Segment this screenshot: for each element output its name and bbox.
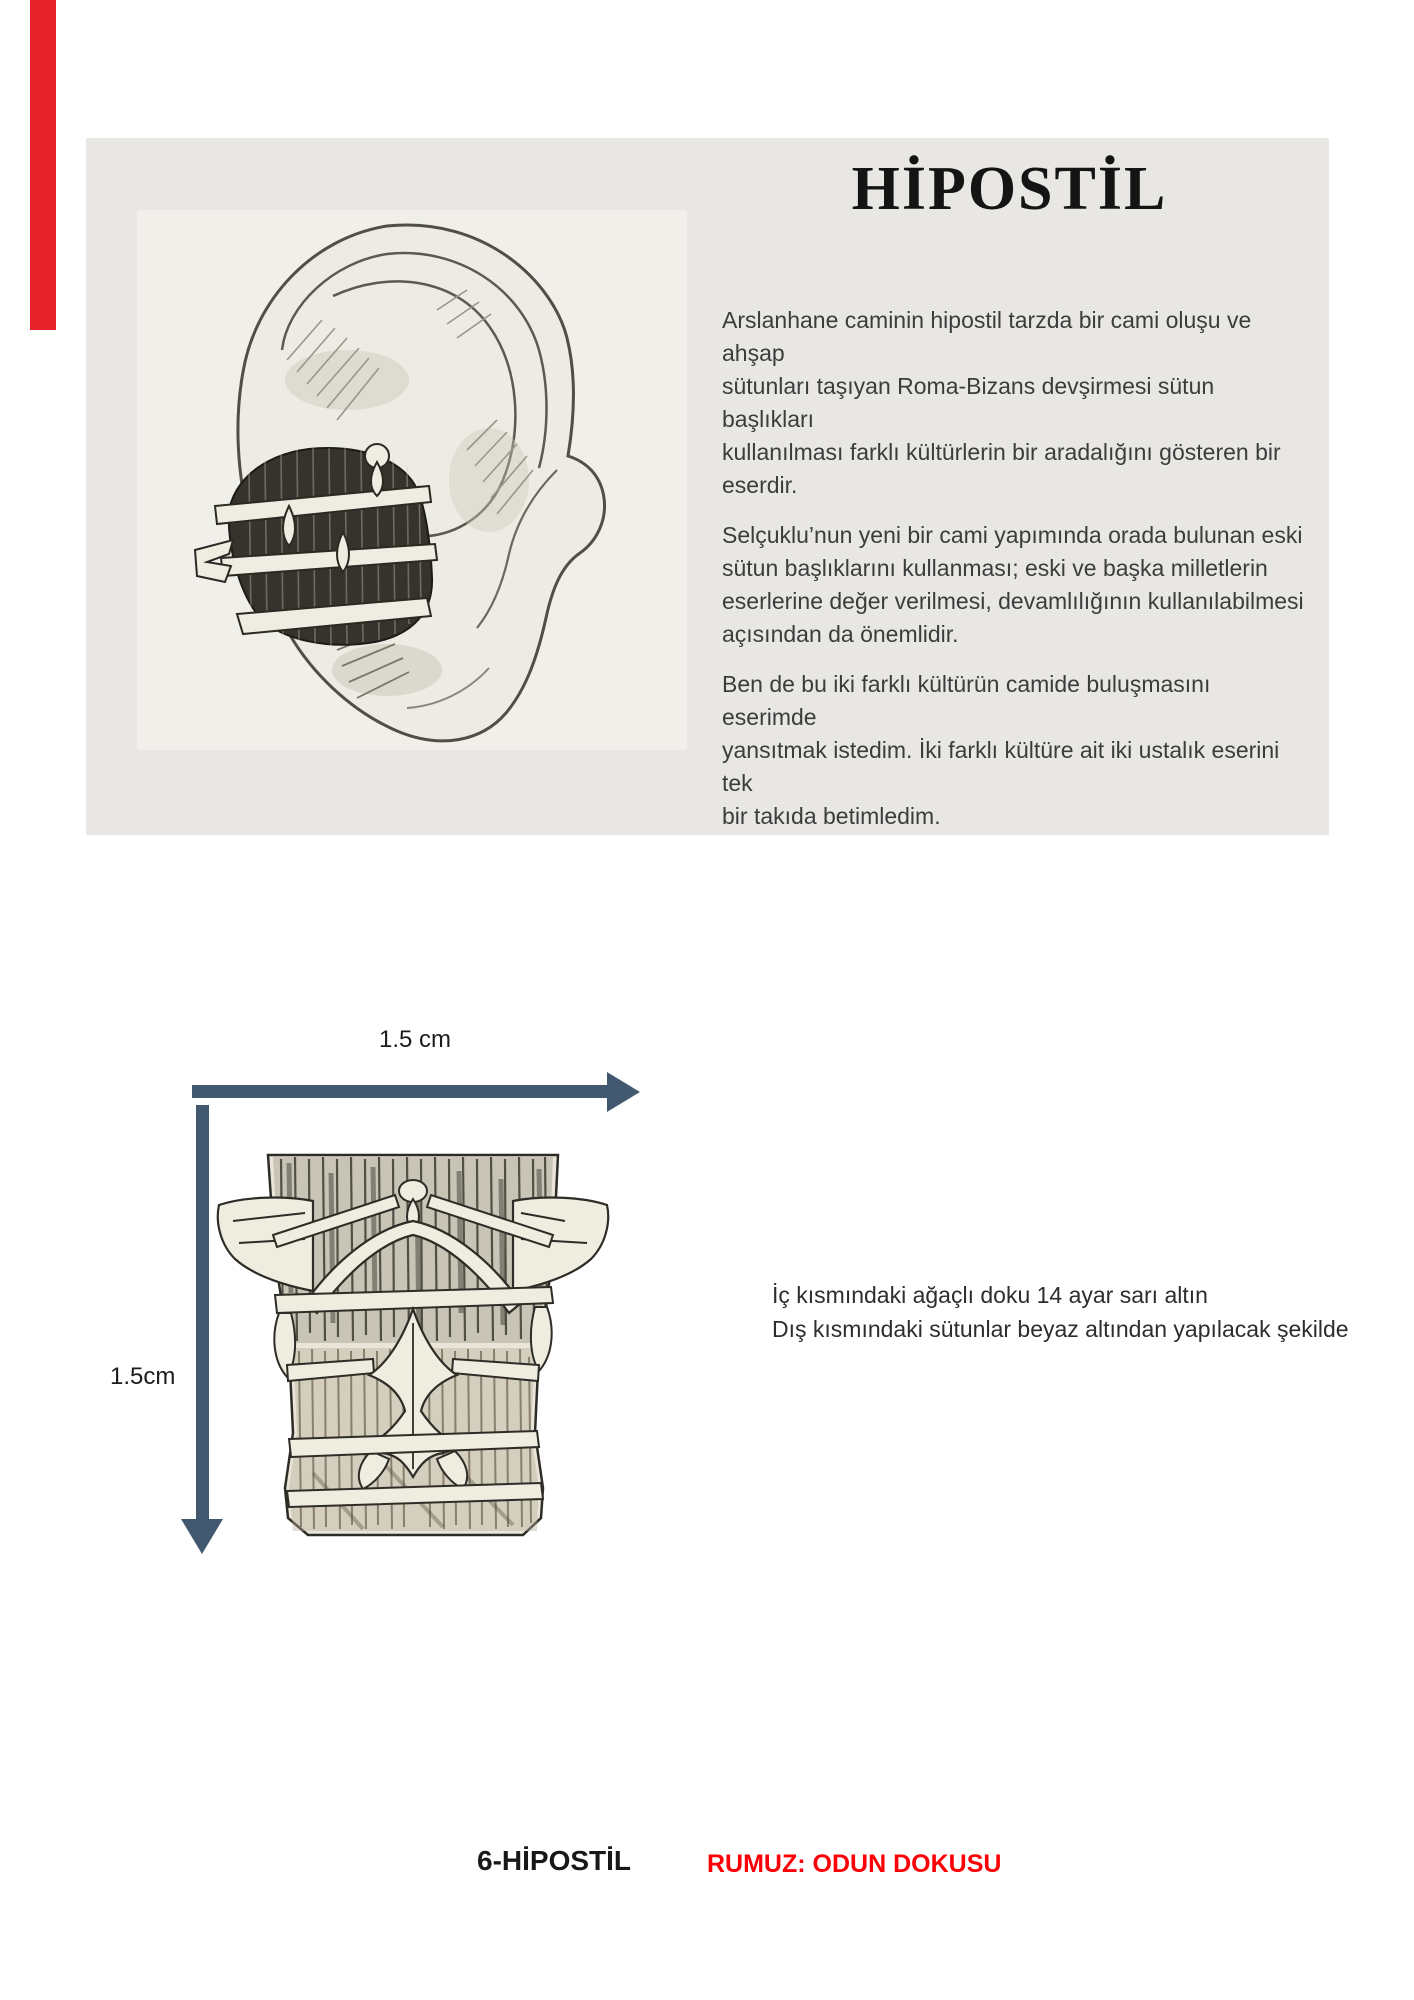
paragraph-line: yansıtmak istedim. İki farklı kültüre ait iki ustalık eserini tek — [722, 737, 1280, 796]
paragraph-line: kullanılması farklı kültürlerin bir aradalığını gösteren bir — [722, 439, 1281, 465]
left-accent-ribbon — [30, 0, 56, 330]
paragraph-3 — [722, 668, 1307, 833]
material-line-2: Dış kısmındaki sütunlar beyaz altından yapılacak şekilde — [772, 1316, 1349, 1342]
hero-panel — [86, 138, 1329, 835]
paragraph-line: Selçuklu’nun yeni bir cami yapımında orada bulunan eski — [722, 522, 1303, 548]
paragraph-line: bir takıda betimledim. — [722, 803, 941, 829]
shading-blob — [285, 350, 409, 410]
paragraph-line: sütunları taşıyan Roma-Bizans devşirmesi sütun başlıkları — [722, 373, 1215, 432]
ear-cuff-illustration — [137, 210, 687, 750]
width-dimension-label: 1.5 cm — [378, 1026, 452, 1053]
paragraph-line: eserlerine değer verilmesi, devamlılığının kullanılabilmesi — [722, 588, 1304, 614]
page-title: HİPOSTİL — [851, 155, 1168, 223]
height-dimension-label: 1.5cm — [110, 1363, 176, 1390]
capital-illustration — [213, 1143, 613, 1548]
paragraph-line: Ben de bu iki farklı kültürün camide buluşmasını eserimde — [722, 671, 1211, 730]
material-line-1: İç kısmındaki ağaçlı doku 14 ayar sarı altın — [772, 1282, 1208, 1308]
paragraph-line: Arslanhane caminin hipostil tarzda bir cami oluşu ve ahşap — [722, 307, 1252, 366]
description-text — [722, 304, 1307, 850]
paragraph-line: eserdir. — [722, 472, 798, 498]
entry-code-label: RUMUZ: ODUN DOKUSU — [707, 1850, 1002, 1878]
ear-sketch-svg — [137, 210, 687, 750]
paragraph-1 — [722, 304, 1307, 502]
paragraph-2 — [722, 519, 1307, 651]
width-arrowhead-icon — [607, 1072, 640, 1112]
paragraph-line: açısından da önemlidir. — [722, 621, 959, 647]
height-arrow — [196, 1105, 209, 1520]
left-wing — [218, 1198, 313, 1291]
entry-number-label: 6-HİPOSTİL — [477, 1845, 632, 1876]
shading-blob — [449, 428, 529, 532]
shading-blob — [332, 644, 442, 696]
materials-note — [772, 1278, 1349, 1346]
paragraph-line: sütun başlıklarını kullanması; eski ve başka milletlerin — [722, 555, 1268, 581]
right-wing — [513, 1198, 608, 1291]
ear-cuff — [195, 444, 437, 646]
width-arrow — [192, 1085, 608, 1098]
capital-sketch-svg — [213, 1143, 613, 1548]
